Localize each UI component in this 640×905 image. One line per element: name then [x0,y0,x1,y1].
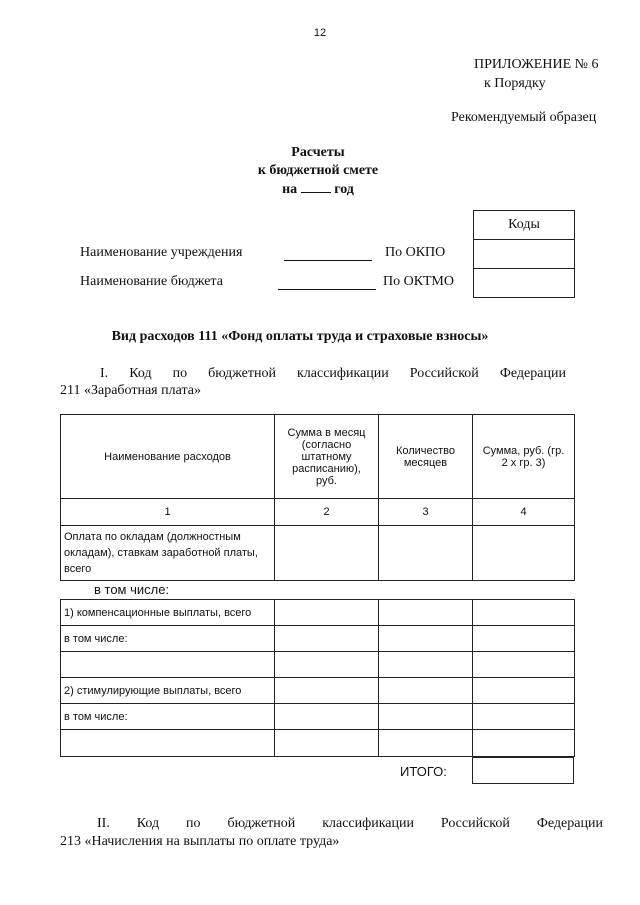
incentive-months-cell[interactable] [379,678,473,704]
table-cell[interactable] [473,652,575,678]
header-total-sum: Сумма, руб. (гр. 2 х гр. 3) [473,415,575,499]
institution-blank[interactable] [284,248,372,261]
including-label: в том числе: [94,582,170,597]
incentive-total-cell[interactable] [473,678,575,704]
incentive-monthly-cell[interactable] [275,678,379,704]
document-title: Расчеты [291,145,345,160]
column-number: 2 [275,499,379,526]
row-compensation-label: 1) компенсационные выплаты, всего [61,600,275,626]
codes-table [473,210,575,298]
part2-word: классификации [322,816,414,831]
oktmo-code-cell[interactable] [474,269,575,298]
total-table [472,757,574,784]
year-blank[interactable] [301,180,331,193]
part2-word: Российской [440,816,510,831]
header-months-count: Количество месяцев [379,415,473,499]
part2-numeral: II. [97,816,110,831]
part2-line1 [97,816,603,832]
part1-word: Российской [409,366,479,381]
column-number: 1 [61,499,275,526]
part1-word: Федерации [499,366,566,381]
row-compensation-including: в том числе: [61,626,275,652]
table-cell[interactable] [275,626,379,652]
table-cell[interactable] [473,626,575,652]
part1-numeral: I. [100,366,109,381]
column-number: 4 [473,499,575,526]
table-cell[interactable] [379,704,473,730]
table-cell[interactable] [473,730,575,757]
table-cell[interactable] [275,704,379,730]
part1-word: Код [129,366,152,381]
part2-word: Федерации [536,816,603,831]
total-label: ИТОГО: [400,764,447,779]
table-cell[interactable] [61,730,275,757]
page-number: 12 [313,27,327,39]
recommended-sample-label: Рекомендуемый образец [451,110,597,125]
header-monthly-sum: Сумма в месяц (согласно штатному расписанию), руб. [275,415,379,499]
header-expense-name: Наименование расходов [61,415,275,499]
table-cell[interactable] [61,652,275,678]
year-prefix: на [282,182,298,197]
row-incentive-label: 2) стимулирующие выплаты, всего [61,678,275,704]
part2-line2: 213 «Начисления на выплаты по оплате труда» [60,834,340,849]
part2-word: бюджетной [227,816,296,831]
compensation-total-cell[interactable] [473,600,575,626]
year-suffix: год [334,182,354,197]
part2-word: Код [136,816,160,831]
allowances-table [60,599,575,757]
part1-word: бюджетной [208,366,276,381]
table-cell[interactable] [473,704,575,730]
document-subtitle: к бюджетной смете [257,163,379,178]
budget-blank[interactable] [278,277,376,290]
oktmo-label: По ОКТМО [383,274,454,289]
document-year-line [0,180,636,198]
okpo-label: По ОКПО [385,245,446,260]
total-cell[interactable] [473,758,574,784]
column-number: 3 [379,499,473,526]
table-cell[interactable] [275,730,379,757]
table-cell[interactable] [379,626,473,652]
part2-word: по [186,816,201,831]
salary-months-cell[interactable] [379,526,473,581]
institution-label: Наименование учреждения [80,245,243,260]
salary-table [60,414,575,581]
section-heading: Вид расходов 111 «Фонд оплаты труда и страховые взносы» [111,329,489,344]
budget-label: Наименование бюджета [80,274,223,289]
appendix-reference: к Порядку [484,76,546,91]
part1-line1 [60,366,566,382]
part1-word: классификации [296,366,389,381]
table-cell[interactable] [379,730,473,757]
row-salary-label: Оплата по окладам (должностным окладам), ставкам заработной платы, всего [61,526,275,581]
okpo-code-cell[interactable] [474,240,575,269]
compensation-monthly-cell[interactable] [275,600,379,626]
part1-word: по [172,366,188,381]
salary-total-cell[interactable] [473,526,575,581]
compensation-months-cell[interactable] [379,600,473,626]
row-incentive-including: в том числе: [61,704,275,730]
table-cell[interactable] [379,652,473,678]
appendix-number: ПРИЛОЖЕНИЕ № 6 [474,57,599,72]
part1-line2: 211 «Заработная плата» [60,383,201,398]
codes-header: Коды [474,211,575,240]
salary-monthly-cell[interactable] [275,526,379,581]
table-cell[interactable] [275,652,379,678]
